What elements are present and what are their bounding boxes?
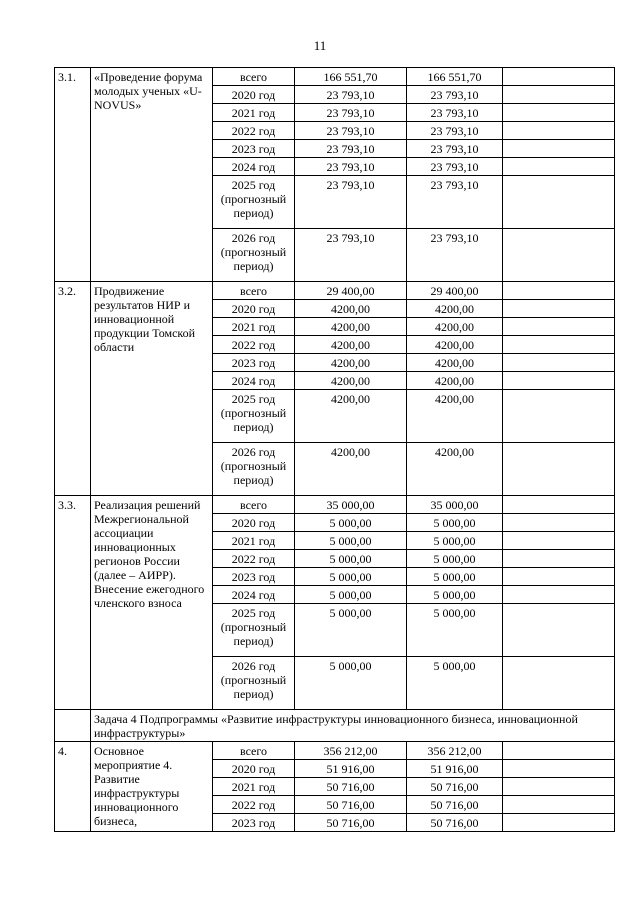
empty-cell — [503, 657, 615, 710]
empty-cell — [503, 814, 615, 832]
regional-amount-cell: 5 000,00 — [407, 514, 503, 532]
regional-amount-cell: 166 551,70 — [407, 68, 503, 86]
regional-amount-cell: 5 000,00 — [407, 568, 503, 586]
task-row — [55, 710, 615, 742]
regional-amount-cell: 4200,00 — [407, 300, 503, 318]
period-cell: 2023 год — [213, 354, 295, 372]
regional-amount-cell: 50 716,00 — [407, 796, 503, 814]
total-amount-cell: 4200,00 — [295, 443, 407, 496]
period-cell: 2023 год — [213, 140, 295, 158]
period-cell: 2025 год (прогнозный период) — [213, 176, 295, 229]
period-cell: 2023 год — [213, 568, 295, 586]
total-amount-cell: 5 000,00 — [295, 586, 407, 604]
regional-amount-cell: 51 916,00 — [407, 760, 503, 778]
period-cell: 2020 год — [213, 760, 295, 778]
empty-cell — [503, 300, 615, 318]
period-cell: 2020 год — [213, 86, 295, 104]
total-amount-cell: 23 793,10 — [295, 86, 407, 104]
empty-cell — [503, 443, 615, 496]
period-cell: 2021 год — [213, 778, 295, 796]
empty-cell — [503, 604, 615, 657]
empty-cell — [503, 336, 615, 354]
period-cell: 2026 год (прогнозный период) — [213, 229, 295, 282]
period-cell: 2025 год (прогнозный период) — [213, 604, 295, 657]
empty-cell — [503, 514, 615, 532]
empty-cell — [503, 742, 615, 760]
regional-amount-cell: 35 000,00 — [407, 496, 503, 514]
empty-cell — [503, 158, 615, 176]
empty-cell — [503, 760, 615, 778]
empty-cell — [503, 86, 615, 104]
period-cell: 2022 год — [213, 336, 295, 354]
total-amount-cell: 29 400,00 — [295, 282, 407, 300]
regional-amount-cell: 23 793,10 — [407, 158, 503, 176]
regional-amount-cell: 23 793,10 — [407, 140, 503, 158]
period-cell: всего — [213, 496, 295, 514]
total-amount-cell: 23 793,10 — [295, 140, 407, 158]
regional-amount-cell: 4200,00 — [407, 318, 503, 336]
total-amount-cell: 356 212,00 — [295, 742, 407, 760]
section-name: «Проведение форума молодых ученых «U-NOVUS» — [91, 68, 213, 282]
period-cell: всего — [213, 282, 295, 300]
period-cell: 2026 год (прогнозный период) — [213, 657, 295, 710]
total-amount-cell: 5 000,00 — [295, 568, 407, 586]
regional-amount-cell: 50 716,00 — [407, 778, 503, 796]
total-amount-cell: 50 716,00 — [295, 778, 407, 796]
period-cell: 2022 год — [213, 122, 295, 140]
regional-amount-cell: 23 793,10 — [407, 229, 503, 282]
period-cell: 2021 год — [213, 318, 295, 336]
empty-cell — [503, 229, 615, 282]
empty-cell — [503, 68, 615, 86]
table-row — [55, 742, 615, 760]
total-amount-cell: 5 000,00 — [295, 604, 407, 657]
total-amount-cell: 166 551,70 — [295, 68, 407, 86]
total-amount-cell: 4200,00 — [295, 372, 407, 390]
empty-cell — [503, 282, 615, 300]
period-cell: 2022 год — [213, 550, 295, 568]
regional-amount-cell: 4200,00 — [407, 336, 503, 354]
total-amount-cell: 4200,00 — [295, 354, 407, 372]
empty-cell — [503, 390, 615, 443]
regional-amount-cell: 23 793,10 — [407, 176, 503, 229]
period-cell: 2020 год — [213, 300, 295, 318]
empty-cell — [503, 532, 615, 550]
task-heading: Задача 4 Подпрограммы «Развитие инфраструктуры инновационного бизнеса, инновационной инфраструктуры» — [91, 710, 615, 742]
empty-cell — [503, 176, 615, 229]
regional-amount-cell: 23 793,10 — [407, 122, 503, 140]
period-cell: 2026 год (прогнозный период) — [213, 443, 295, 496]
empty-cell — [503, 318, 615, 336]
regional-amount-cell: 5 000,00 — [407, 586, 503, 604]
total-amount-cell: 51 916,00 — [295, 760, 407, 778]
period-cell: всего — [213, 742, 295, 760]
total-amount-cell: 4200,00 — [295, 390, 407, 443]
empty-cell — [503, 140, 615, 158]
empty-cell — [503, 778, 615, 796]
section-number: 3.3. — [55, 496, 91, 710]
period-cell: 2023 год — [213, 814, 295, 832]
table-row — [55, 282, 615, 300]
empty-cell — [503, 586, 615, 604]
empty-cell — [503, 122, 615, 140]
total-amount-cell: 23 793,10 — [295, 229, 407, 282]
section-name: Реализация решений Межрегиональной ассоциации инновационных регионов России (далее – АИРР). Внесение ежегодного членского взноса — [91, 496, 213, 710]
regional-amount-cell: 50 716,00 — [407, 814, 503, 832]
empty-cell — [503, 104, 615, 122]
empty-cell — [55, 710, 91, 742]
total-amount-cell: 23 793,10 — [295, 176, 407, 229]
period-cell: 2024 год — [213, 586, 295, 604]
total-amount-cell: 5 000,00 — [295, 514, 407, 532]
empty-cell — [503, 354, 615, 372]
regional-amount-cell: 4200,00 — [407, 443, 503, 496]
section-name: Продвижение результатов НИР и инновационной продукции Томской области — [91, 282, 213, 496]
total-amount-cell: 50 716,00 — [295, 814, 407, 832]
period-cell: 2025 год (прогнозный период) — [213, 390, 295, 443]
regional-amount-cell: 23 793,10 — [407, 86, 503, 104]
period-cell: всего — [213, 68, 295, 86]
total-amount-cell: 5 000,00 — [295, 657, 407, 710]
period-cell: 2024 год — [213, 372, 295, 390]
total-amount-cell: 50 716,00 — [295, 796, 407, 814]
budget-table — [54, 67, 615, 832]
regional-amount-cell: 23 793,10 — [407, 104, 503, 122]
total-amount-cell: 35 000,00 — [295, 496, 407, 514]
section-number: 3.2. — [55, 282, 91, 496]
total-amount-cell: 5 000,00 — [295, 550, 407, 568]
table-row — [55, 496, 615, 514]
regional-amount-cell: 5 000,00 — [407, 604, 503, 657]
regional-amount-cell: 4200,00 — [407, 372, 503, 390]
regional-amount-cell: 5 000,00 — [407, 657, 503, 710]
section-number: 4. — [55, 742, 91, 832]
total-amount-cell: 23 793,10 — [295, 104, 407, 122]
total-amount-cell: 4200,00 — [295, 318, 407, 336]
total-amount-cell: 23 793,10 — [295, 122, 407, 140]
period-cell: 2021 год — [213, 104, 295, 122]
section-name: Основное мероприятие 4. Развитие инфраструктуры инновационного бизнеса, — [91, 742, 213, 832]
period-cell: 2024 год — [213, 158, 295, 176]
regional-amount-cell: 5 000,00 — [407, 532, 503, 550]
regional-amount-cell: 356 212,00 — [407, 742, 503, 760]
empty-cell — [503, 372, 615, 390]
section-number: 3.1. — [55, 68, 91, 282]
page-number: 11 — [313, 38, 327, 53]
regional-amount-cell: 5 000,00 — [407, 550, 503, 568]
regional-amount-cell: 29 400,00 — [407, 282, 503, 300]
empty-cell — [503, 796, 615, 814]
empty-cell — [503, 496, 615, 514]
period-cell: 2022 год — [213, 796, 295, 814]
total-amount-cell: 23 793,10 — [295, 158, 407, 176]
table-row — [55, 68, 615, 86]
empty-cell — [503, 568, 615, 586]
regional-amount-cell: 4200,00 — [407, 354, 503, 372]
period-cell: 2020 год — [213, 514, 295, 532]
regional-amount-cell: 4200,00 — [407, 390, 503, 443]
period-cell: 2021 год — [213, 532, 295, 550]
total-amount-cell: 5 000,00 — [295, 532, 407, 550]
total-amount-cell: 4200,00 — [295, 300, 407, 318]
total-amount-cell: 4200,00 — [295, 336, 407, 354]
empty-cell — [503, 550, 615, 568]
